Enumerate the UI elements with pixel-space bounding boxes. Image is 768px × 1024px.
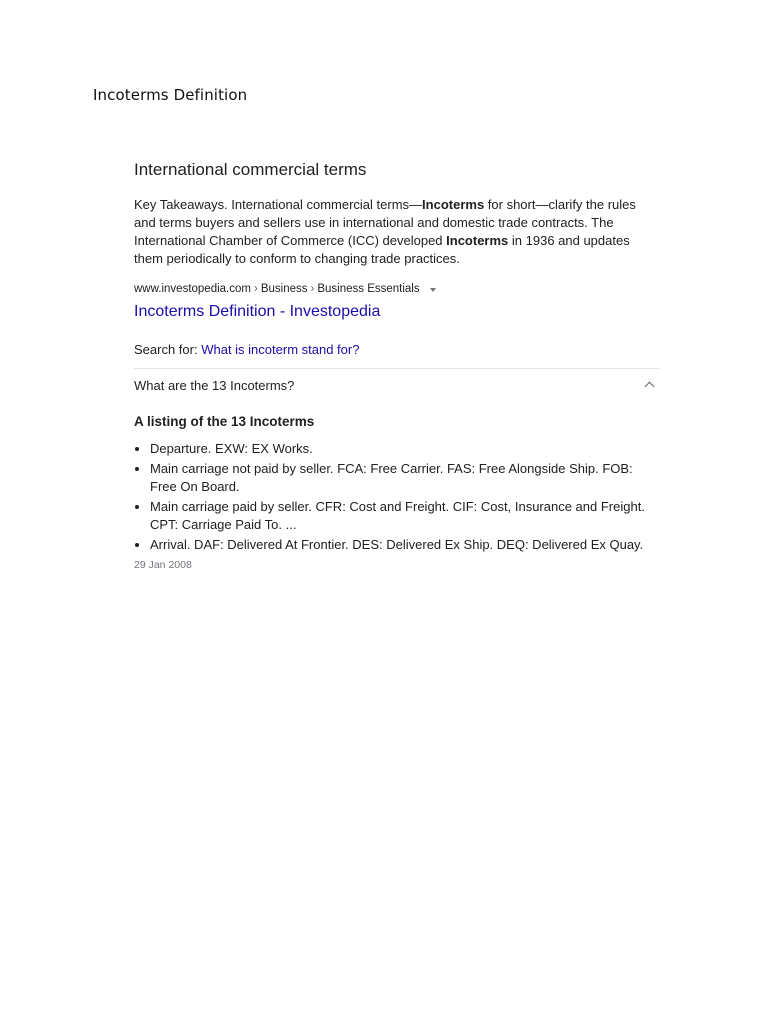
snippet-body-bold-1: Incoterms [422, 197, 485, 212]
list-item: • Main carriage not paid by seller. FCA: Free Carrier. FAS: Free Alongside Ship. FOB: Free On Board. [150, 460, 660, 496]
breadcrumb-item-business-essentials: Business Essentials [317, 283, 420, 295]
breadcrumb-item-business: Business [260, 283, 308, 295]
chevron-up-icon[interactable] [645, 382, 655, 392]
search-snippet-image [134, 158, 660, 572]
document-title: Incoterms Definition [93, 86, 248, 104]
list-item: • Departure. EXW: EX Works. [150, 440, 660, 458]
search-for-label: Search for: [134, 342, 198, 357]
faq-question[interactable]: What are the 13 Incoterms? [134, 377, 295, 393]
breadcrumb-separator: › [310, 283, 315, 295]
search-for-query-link[interactable]: What is incoterm stand for? [201, 342, 360, 357]
incoterms-list [134, 440, 660, 554]
breadcrumb-domain: www.investopedia.com [134, 283, 251, 295]
answer-heading: A listing of the 13 Incoterms [134, 414, 315, 429]
result-title-link[interactable]: Incoterms Definition - Investopedia [134, 303, 381, 320]
list-item: • Main carriage paid by seller. CFR: Cost and Freight. CIF: Cost, Insurance and Freight. CPT: Carriage Paid To. ... [150, 498, 660, 534]
snippet-heading: International commercial terms [134, 160, 367, 179]
snippet-body-bold-2: Incoterms [446, 233, 509, 248]
snippet-body-text-1: Key Takeaways. International commercial terms— [134, 197, 423, 212]
answer-date: 29 Jan 2008 [134, 559, 192, 571]
result-breadcrumb [134, 281, 660, 297]
snippet-body-text-2: for short—clarify the rules and terms buyers and sellers use in international and domestic trade contracts. The International Chamber of Commerce (ICC) developed [134, 197, 636, 248]
list-item: • Arrival. DAF: Delivered At Frontier. DES: Delivered Ex Ship. DEQ: Delivered Ex Quay. [150, 536, 660, 554]
caret-down-icon[interactable] [430, 288, 436, 292]
snippet-body [134, 196, 660, 268]
breadcrumb-separator: › [253, 283, 258, 295]
faq-question-row[interactable] [134, 369, 660, 401]
snippet-body-text-3: in 1936 and updates them periodically to conform to changing trade practices. [134, 233, 630, 266]
search-for-row [134, 341, 660, 359]
